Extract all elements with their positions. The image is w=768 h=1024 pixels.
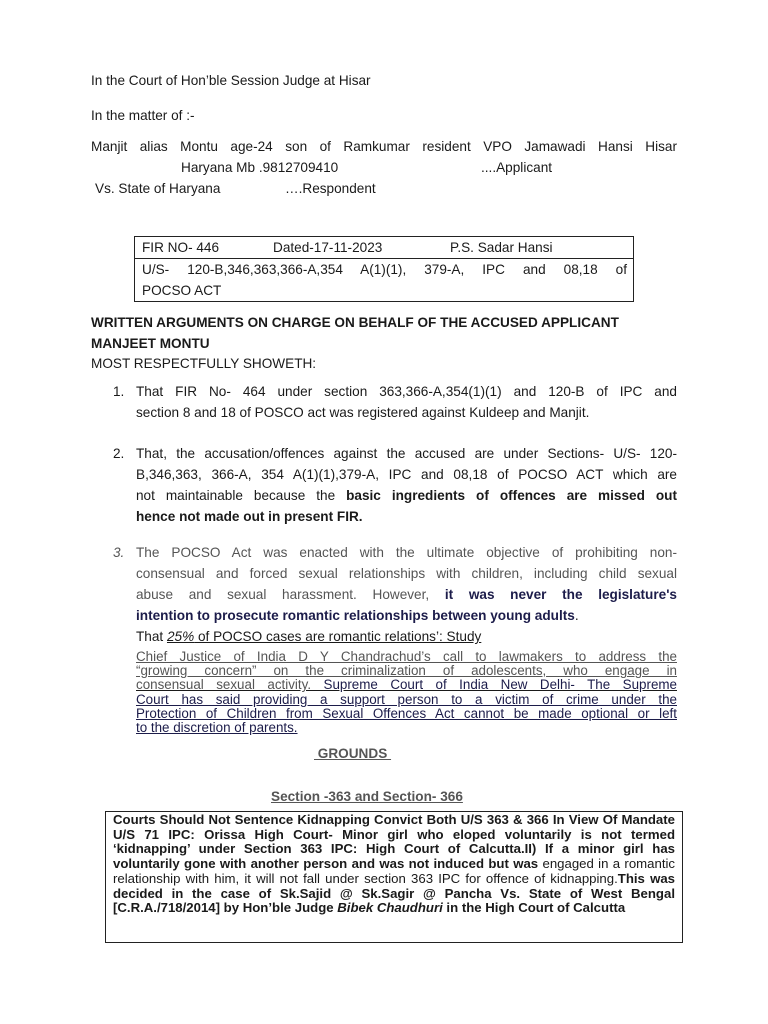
point-number: 2. [113, 446, 125, 461]
grounds-text [113, 813, 675, 916]
study-title: of POCSO cases are romantic relations’: Study [194, 629, 482, 644]
respondent-line: Vs. State of Haryana [95, 181, 221, 196]
cji-link-line[interactable] [136, 678, 677, 692]
court-heading: In the Court of Hon’ble Session Judge at Hisar [91, 73, 371, 88]
cji-link-line[interactable]: Chief Justice of India D Y Chandrachud’s call to lawmakers to address the [136, 649, 677, 664]
point-2 [136, 443, 677, 527]
study-pre: That [136, 629, 167, 644]
grounds-heading: GROUNDS [314, 746, 392, 761]
grounds-box [105, 811, 683, 943]
point-1-line: section 8 and 18 of POSCO act was registered against Kuldeep and Manjit. [136, 405, 590, 420]
cji-block[interactable] [136, 650, 677, 735]
bold-text: intention to prosecute romantic relationships between young adults [136, 608, 575, 623]
point-2-line [136, 485, 677, 506]
period: . [574, 608, 579, 623]
section-heading: Section -363 and Section- 366 [271, 789, 463, 804]
point-2-line: hence not made out in present FIR. [136, 509, 363, 524]
plain-text: not maintainable because the [136, 488, 347, 503]
dark-link-text[interactable]: Supreme Court of India New Delhi- The Supreme [323, 677, 677, 693]
fir-details-box [134, 236, 634, 302]
gray-text: abuse and sexual harassment. However, [136, 587, 445, 602]
point-number: 1. [113, 384, 125, 399]
showeth-heading: MOST RESPECTFULLY SHOWETH: [91, 356, 317, 371]
cji-link-line[interactable]: Court has said providing a support person to a victim of crime under the [136, 691, 677, 707]
cji-link-line[interactable]: to the discretion of parents. [136, 720, 298, 736]
plain-text: engaged in a romantic relationship with him, it will not fall under section 363 IPC for offence of kidnapping. [113, 856, 676, 886]
document-title: WRITTEN ARGUMENTS ON CHARGE ON BEHALF OF THE ACCUSED APPLICANT [91, 315, 619, 330]
point-number: 3. [113, 545, 125, 560]
point-3 [136, 542, 677, 626]
respondent-role: ….Respondent [285, 181, 376, 196]
applicant-line: Manjit alias Montu age-24 son of Ramkumar resident VPO Jamawadi Hansi Hisar [91, 139, 677, 154]
sections-line: U/S- 120-B,346,363,366-A,354 A(1)(1), 379-A, IPC and 08,18 of [142, 262, 627, 277]
point-3-line: The POCSO Act was enacted with the ultimate objective of prohibiting non- [136, 545, 677, 560]
matter-heading: In the matter of :- [91, 108, 195, 123]
bold-text: basic ingredients of offences are missed out [346, 488, 677, 503]
cji-link-line[interactable]: “growing concern” on the criminalization of adolescents, who engage in [136, 663, 677, 679]
point-1-line: That FIR No- 464 under section 363,366-A,354(1)(1) and 120-B of IPC and [136, 384, 677, 399]
fir-date: Dated-17-11-2023 [273, 240, 383, 255]
point-1 [136, 381, 677, 423]
study-percent: 25% [166, 629, 195, 644]
document-title-name: MANJEET MONTU [91, 336, 210, 351]
bold-text: in the High Court of Calcutta [442, 900, 626, 916]
judge-name: Bibek Chaudhuri [337, 900, 443, 916]
bold-text: it was never the legislature's [444, 587, 677, 602]
point-3-line [136, 605, 677, 626]
police-station: P.S. Sadar Hansi [450, 240, 553, 255]
point-3-line: consensual and forced sexual relationships with children, including child sexual [136, 566, 677, 581]
study-line [136, 626, 481, 647]
point-2-line: That, the accusation/offences against the accused are under Sections- U/S- 120- [136, 446, 677, 461]
point-2-line: B,346,363, 366-A, 354 A(1)(1),379-A, IPC and 08,18 of POCSO ACT which are [136, 467, 677, 482]
bold-text: II) If a minor girl has voluntarily gone with another person and was not induced but was [113, 841, 675, 872]
fir-number: FIR NO- 446 [142, 240, 220, 255]
cji-link-line[interactable]: Protection of Children from Sexual Offences Act cannot be made optional or left [136, 705, 677, 721]
applicant-role: ....Applicant [481, 160, 553, 175]
bold-text: This was decided in the case of Sk.Sajid @ Sk.Sagir @ Pancha Vs. State of West Bengal [C.R.A./718/2014] by Hon’ble Judge [113, 870, 675, 916]
point-3-line [136, 584, 677, 605]
gray-link-text[interactable]: consensual sexual activity. [136, 677, 324, 693]
sections-act: POCSO ACT [142, 283, 222, 298]
bold-text: Courts Should Not Sentence Kidnapping Convict Both U/S 363 & 366 In View Of Mandate U/S 71 IPC: Orissa High Court- Minor girl who eloped voluntarily is not termed ‘kidnapping’ under Section 363 IPC: High Court of Calcutta. [113, 812, 675, 857]
applicant-phone: Haryana Mb .9812709410 [181, 160, 339, 175]
